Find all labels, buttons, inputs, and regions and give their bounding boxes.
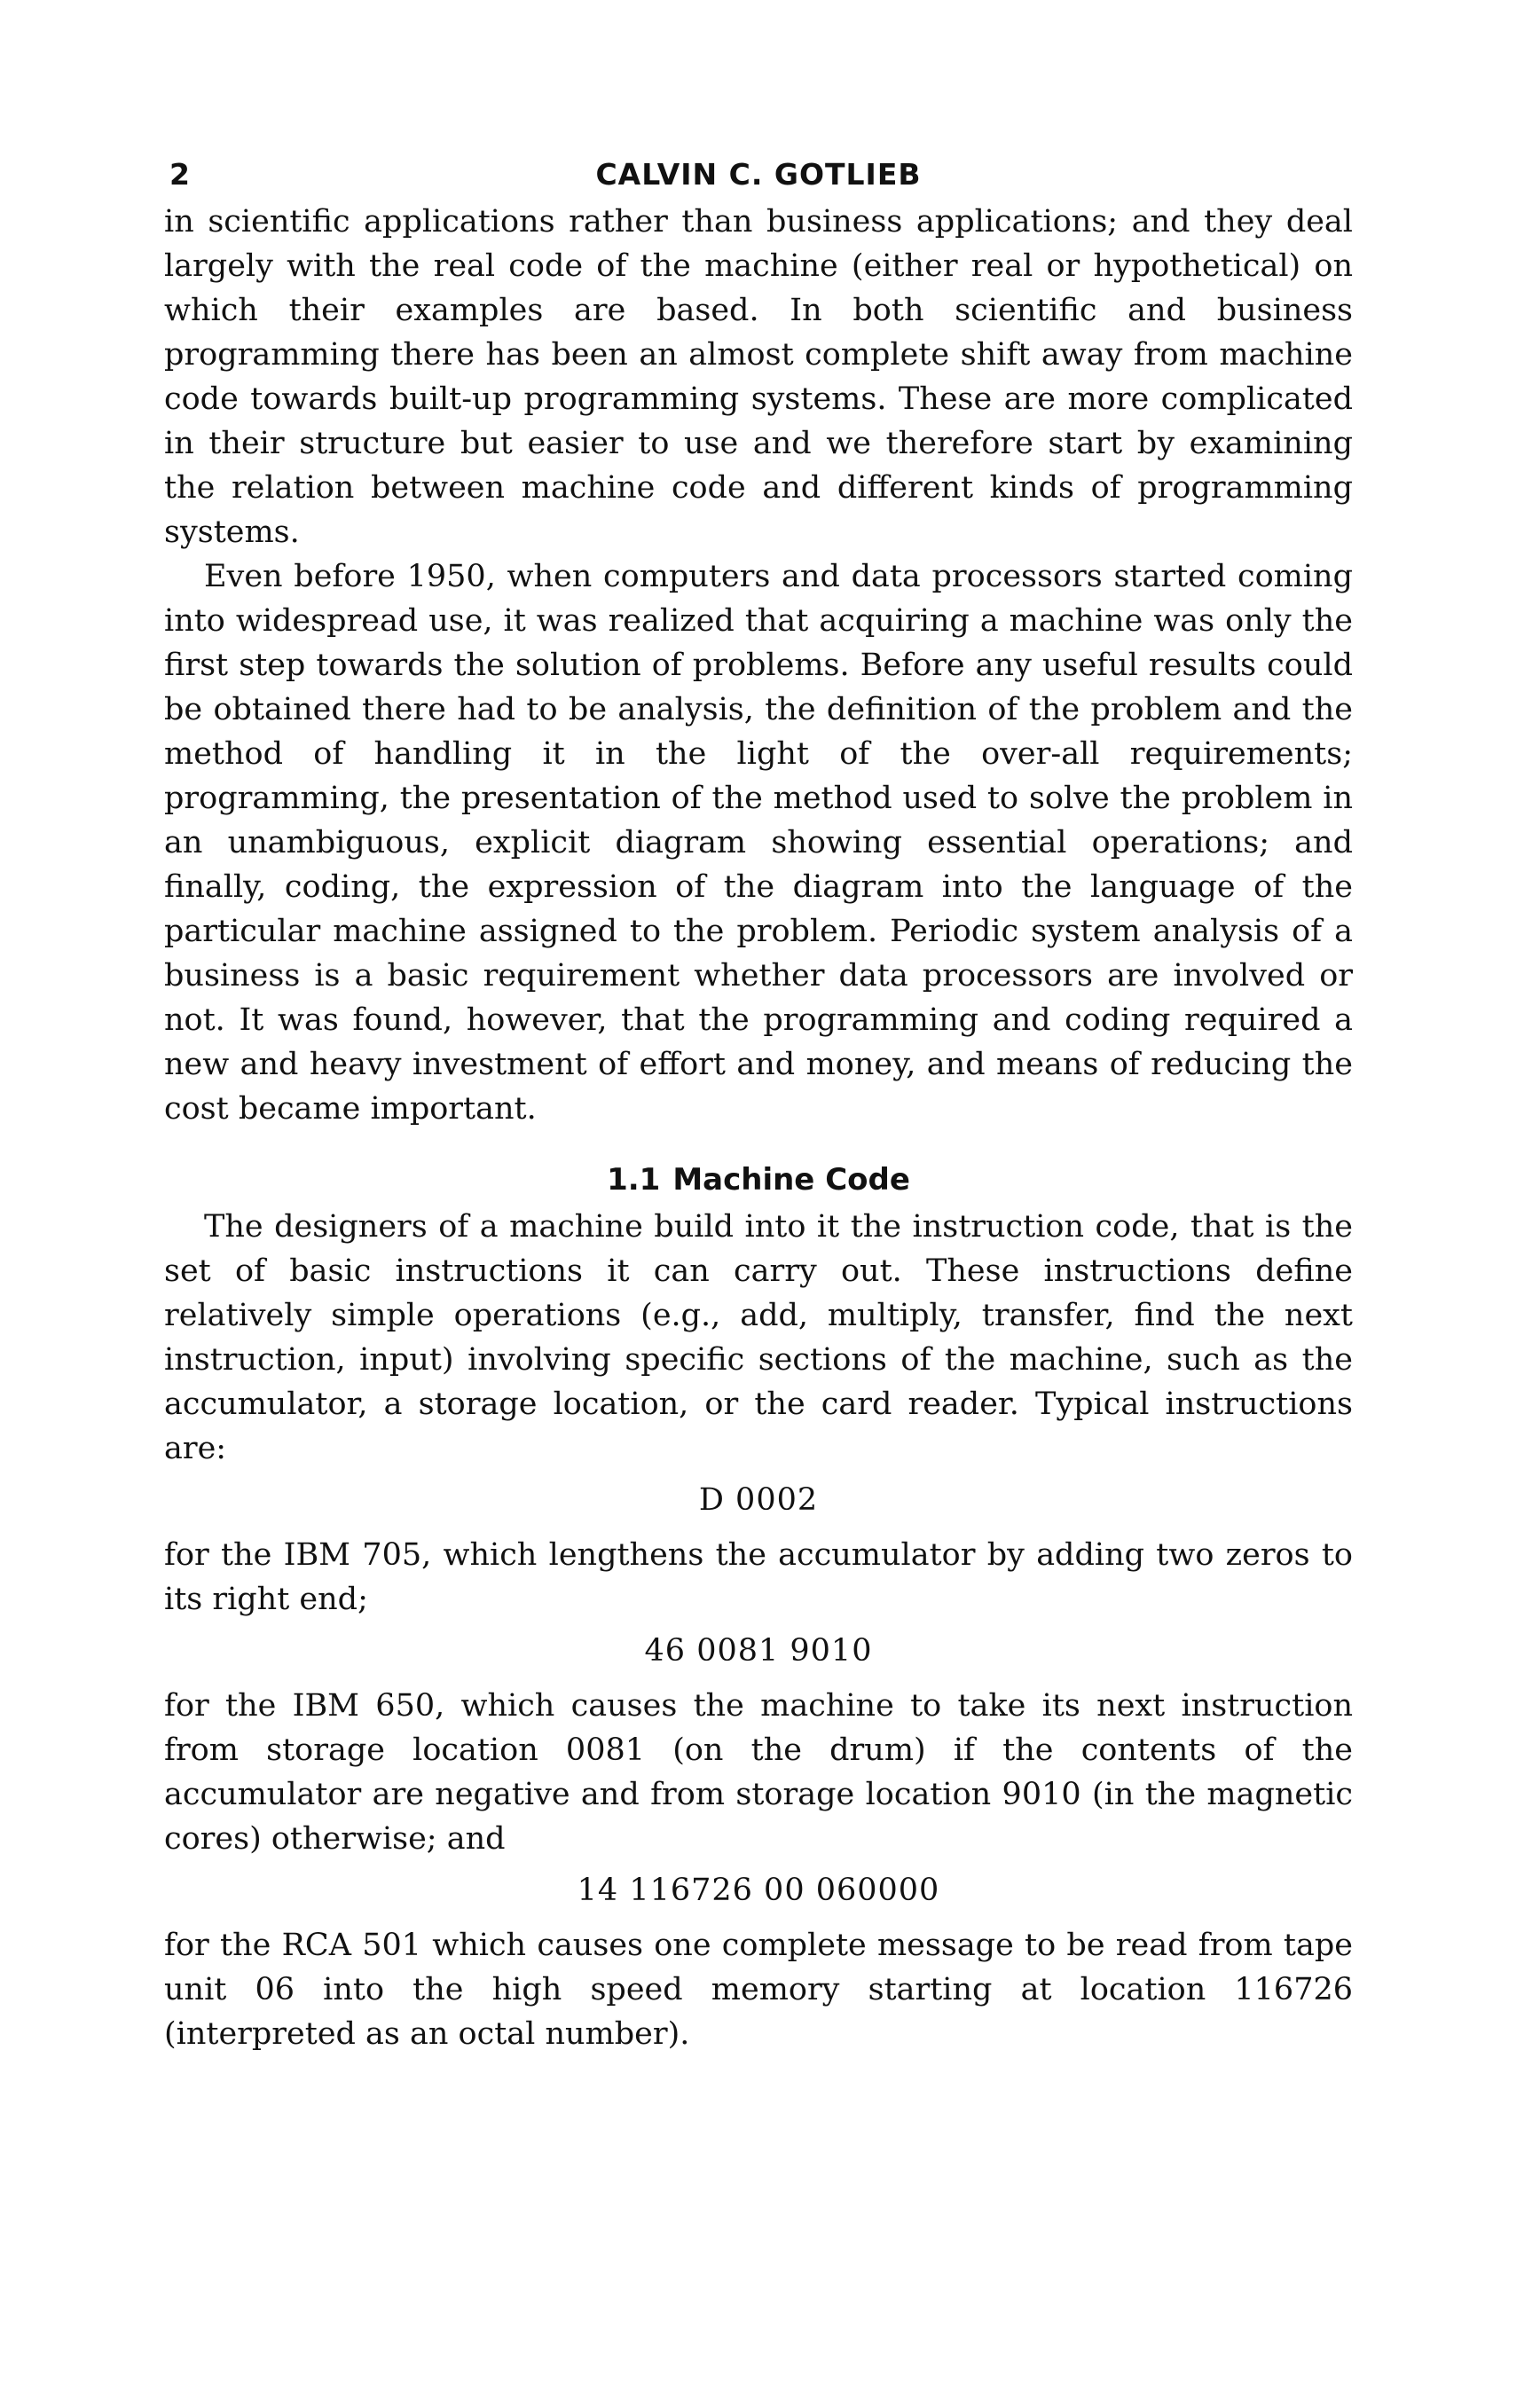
paragraph: Even before 1950, when computers and data processors started coming into widespread use, it was realized that acquiring a machine was only the first step towards the solution of problems. Before any useful results could be obtained there had to be analysis, the definition of the problem and the method of handling it in the light of the over-all requirements; programming, the presentation of the method used to solve the problem in an unambiguous, explicit diagram showing essential operations; and finally, coding, the expression of the diagram into the language of the particular machine assigned to the problem. Periodic system analysis of a business is a basic requirement whether data processors are involved or not. It was found, however, that the programming and coding required a new and heavy investment of effort and money, and means of reducing the cost became important. [164,559,1353,1127]
instruction-example: 46 0081 9010 [644,1633,873,1669]
instruction-example: D 0002 [698,1482,819,1518]
instruction-description: for the IBM 650, which causes the machine to take its next instruction from storage location 0081 (on the drum) if the contents of the accumulator are negative and from storage location 9010 (in the magnetic cores) otherwise; and [164,1688,1353,1857]
section-heading [164,1158,1353,1202]
instruction-description: for the IBM 705, which lengthens the accumulator by adding two zeros to its right end; [164,1537,1353,1617]
paragraph-continued: in scientific applications rather than business applications; and they deal largely with the real code of the machine (either real or hypothetical) on which their examples are based. In both scientific and business programming there has been an almost complete shift away from machine code towards built-up programming systems. These are more complicated in their structure but easier to use and we therefore start by examining the relation between machine code and different kinds of programming systems. [164,204,1353,550]
book-page [164,153,1353,2056]
section-number: 1.1 [607,1162,661,1198]
section-intro-paragraph: The designers of a machine build into it the instruction code, that is the set of basic instructions it can carry out. These instructions define relatively simple operations (e.g., add, multiply, transfer, find the next instruction, input) involving specific sections of the machine, such as the accumulator, a storage location, or the card reader. Typical instructions are: [164,1209,1353,1466]
instruction-example: 14 116726 00 060000 [577,1873,940,1908]
instruction-description: for the RCA 501 which causes one complete message to be read from tape unit 06 into the high speed memory starting at location 116726 (interpreted as an octal number). [164,1928,1353,2052]
section-title: Machine Code [672,1162,910,1198]
page-number: 2 [169,157,191,192]
running-head-author: CALVIN C. GOTLIEB [595,157,922,192]
running-head [164,153,1353,197]
